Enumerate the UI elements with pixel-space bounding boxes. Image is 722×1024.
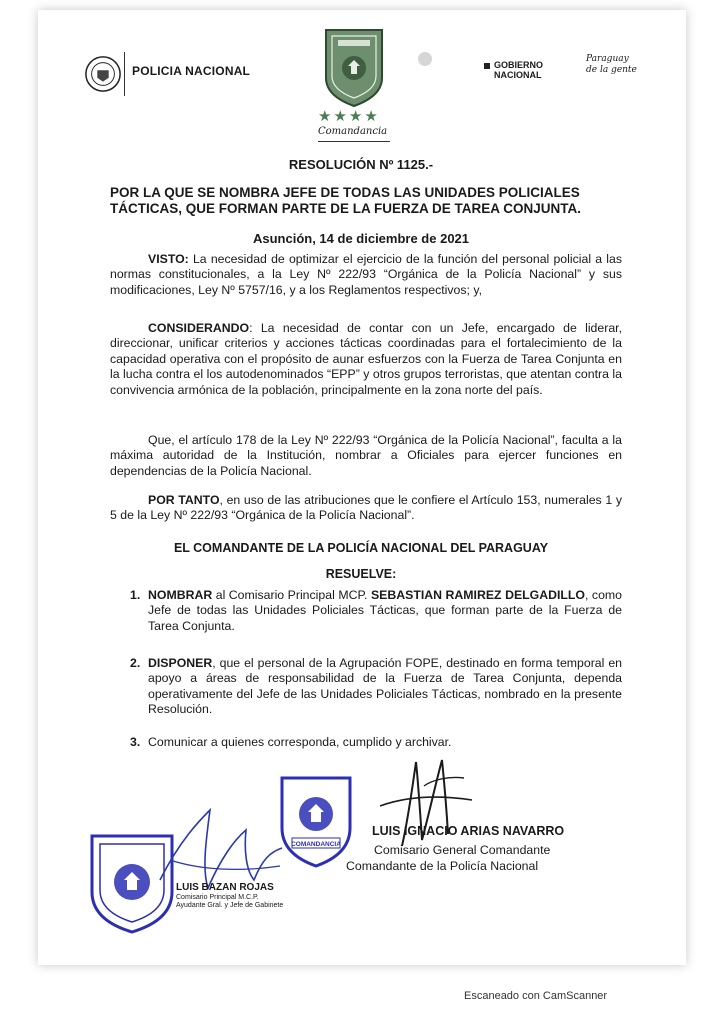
police-crest-icon [320,26,388,110]
que-paragraph: Que, el artículo 178 de la Ley Nº 222/93 “Orgánica de la Policía Nacional”, faculta a la máxima autoridad de la Institución, nombrar a Oficiales para ejercer funciones en dependencias de la Policía Nacional. [110,433,622,478]
header-brand: POLICIA NACIONAL [132,64,251,78]
commander-heading: EL COMANDANTE DE LA POLICÍA NACIONAL DEL PARAGUAY [173,541,549,555]
crest-caption: Comandancia [318,126,388,137]
paraguay-logo: Paraguay de la gente [586,54,637,75]
portanto-label: POR TANTO [148,493,220,507]
main-signatory-name: LUIS IGNACIO ARIAS NAVARRO [372,824,565,838]
decorative-dot-icon [418,52,432,66]
document-date: Asunción, 14 de diciembre de 2021 [252,231,470,246]
portanto-paragraph: POR TANTO, en uso de las atribuciones que le confiere el Artículo 153, numerales 1 y 5 de la Ley Nº 222/93 “Orgánica de la Policía Nacional”. [110,493,622,523]
secondary-signatory-details: Comisario Principal M.C.P. Ayudante Gral. y Jefe de Gabinete [176,894,284,909]
document-page [38,10,686,965]
police-seal-icon [84,55,122,93]
main-signatory-role: Comandante de la Policía Nacional [346,859,539,873]
document-title: POR LA QUE SE NOMBRA JEFE DE TODAS LAS UNIDADES POLICIALES TÁCTICAS, QUE FORMAN PARTE DE LA FUERZA DE TAREA CONJUNTA. [110,185,581,216]
secondary-signatory-name: LUIS BAZAN ROJAS [176,882,274,893]
main-signatory-rank: Comisario General Comandante [374,843,551,857]
resolution-item: 3. Comunicar a quienes corresponda, cumplido y archivar. [130,735,452,749]
gobierno-nacional-logo: GOBIERNO NACIONAL [494,60,544,80]
resolution-number: RESOLUCIÓN Nº 1125.- [288,157,434,172]
header-divider [124,52,125,96]
scanner-watermark: Escaneado con CamScanner [464,990,608,1002]
gobierno-mark-icon [484,63,490,69]
visto-paragraph: VISTO: La necesidad de optimizar el ejercicio de la función del personal policial a las normas constitucionales, a la Ley Nº 222/93 “Orgánica de la Policía Nacional” y sus modificaciones, Ley Nº 5757/16, y a los Reglamentos respectivos; y, [110,252,622,297]
resolution-item: 1. NOMBRAR al Comisario Principal MCP. SEBASTIAN RAMIREZ DELGADILLO, como Jefe de todas las Unidades Policiales Tácticas, que forman parte de la Fuerza de Tarea Conjunta. [130,588,622,633]
considerando-label: CONSIDERANDO [148,321,250,335]
resuelve-heading: RESUELVE: [325,567,397,581]
appointee-name: SEBASTIAN RAMIREZ DELGADILLO [370,588,585,602]
considerando-paragraph: CONSIDERANDO: La necesidad de contar con un Jefe, encargado de liderar, direccionar, unificar criterios y acciones tácticas coordinadas para el fortalecimiento de la capacidad operativa con el propósito de aunar esfuerzos con la Fuerza de Tarea Conjunta en la lucha contra el los autodenominados “EPP” y otros grupos terroristas, que atentan contra la convivencia armónica de la población, principalmente en la zona norte del país. [110,321,622,397]
stamp-caption: COMANDANCIA [291,841,341,848]
visto-label: VISTO: [148,252,189,266]
caption-underline [318,141,390,142]
resolution-item: 2. DISPONER, que el personal de la Agrupación FOPE, destinado en forma temporal en apoyo a áreas de responsabilidad de la Fuerza de Tarea Conjunta, dependa operativamente del Jefe de las Unidades Policiales Tácticas, nombrado en la presente Resolución. [130,656,622,717]
rank-stars-icon: ★★★★ [318,108,380,125]
